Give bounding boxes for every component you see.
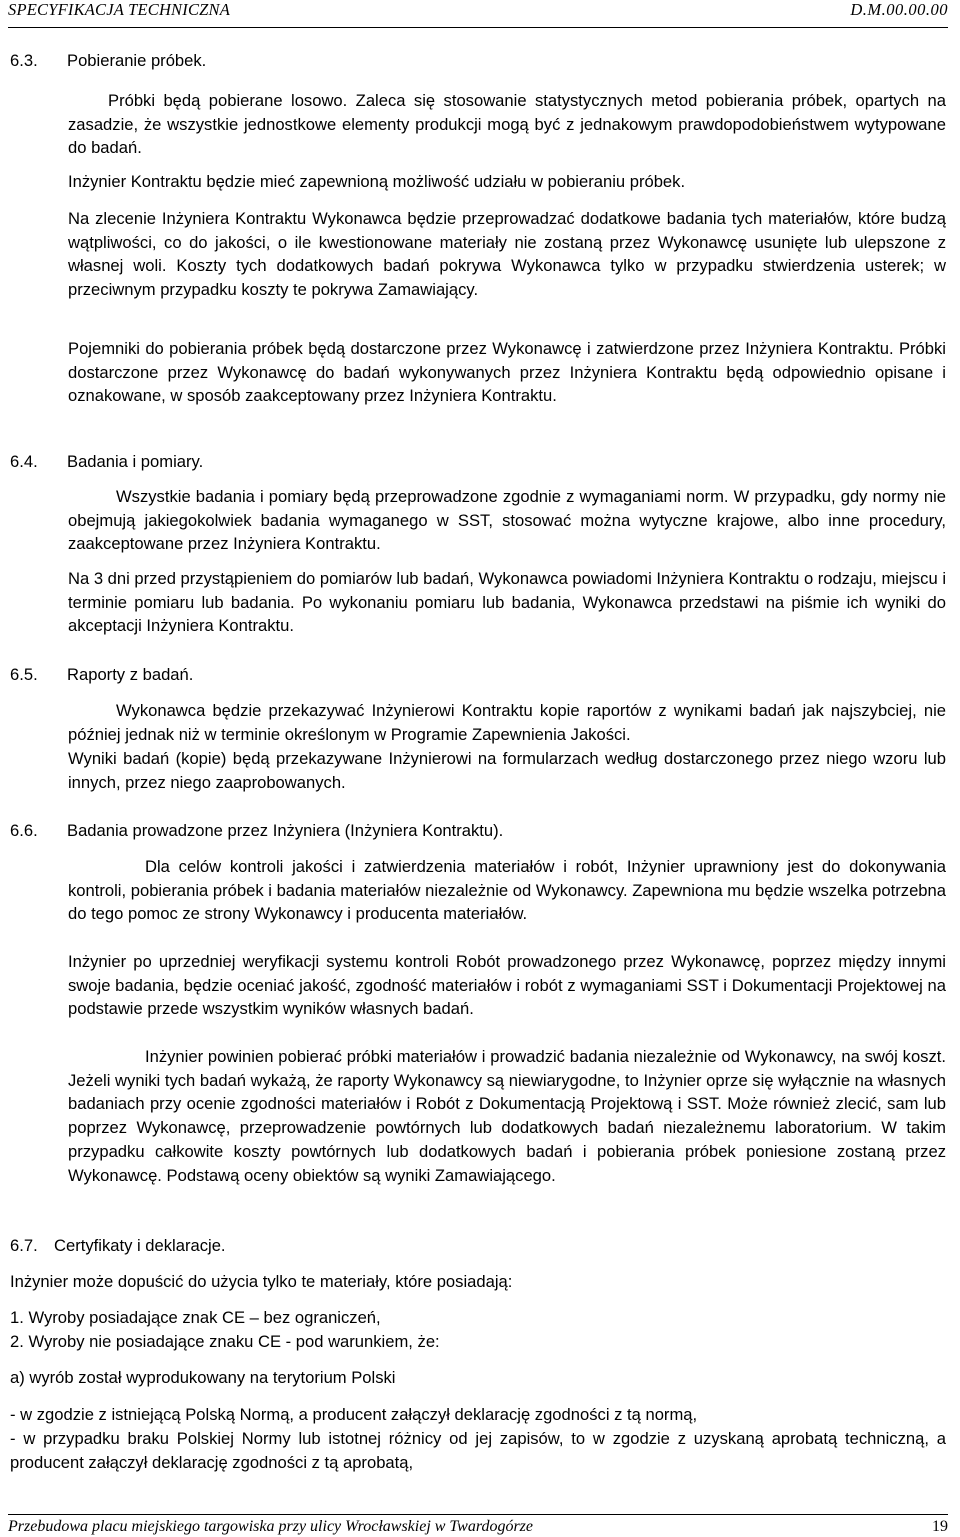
list-item: - w przypadku braku Polskiej Normy lub istotnej różnicy od jej zapisów, to w zgodzie z uzyskaną aprobatą techniczną, a producent załączył deklarację zgodności z tą aprobatą, xyxy=(10,1429,946,1472)
section-heading-6-4 xyxy=(10,450,203,474)
section-number: 6.5. xyxy=(10,665,38,684)
section-number: 6.3. xyxy=(10,51,38,70)
section-number: 6.6. xyxy=(10,821,38,840)
section-title: Pobieranie próbek. xyxy=(67,51,207,70)
section-heading-6-3 xyxy=(10,49,206,73)
section-heading-6-5 xyxy=(10,663,193,687)
page-number: 19 xyxy=(932,1518,948,1535)
footer-title: Przebudowa placu miejskiego targowiska przy ulicy Wrocławskiej w Twardogórze xyxy=(8,1518,533,1535)
header-code: D.M.00.00.00 xyxy=(850,0,948,19)
page-footer xyxy=(8,1514,948,1535)
paragraph: Wyniki badań (kopie) będą przekazywane Inżynierowi na formularzach według dostarczonego przez niego wzoru lub innych, przez niego zaaprobowanych. xyxy=(68,749,946,792)
page-header xyxy=(8,0,948,28)
section-title: Badania prowadzone przez Inżyniera (Inżyniera Kontraktu). xyxy=(67,821,504,840)
section-title: Raporty z badań. xyxy=(67,665,194,684)
section-number: 6.7. xyxy=(10,1236,38,1255)
paragraph: Wszystkie badania i pomiary będą przeprowadzone zgodnie z wymaganiami norm. W przypadku, gdy normy nie obejmują jakiegokolwiek badania wymaganego w SST, stosować można wytyczne krajowe, albo inne procedury, zaakceptowane przez Inżyniera Kontraktu. xyxy=(68,487,946,554)
paragraph: Pojemniki do pobierania próbek będą dostarczone przez Wykonawcę i zatwierdzone przez Inżyniera Kontraktu. Próbki dostarczone przez Wykonawcę do badań wykonywanych przez Inżyniera Kontraktu będą odpowiednio opisane i oznakowane, w sposób zaakceptowany przez Inżyniera Kontraktu. xyxy=(68,339,946,406)
section-title: Certyfikaty i deklaracje. xyxy=(54,1236,226,1255)
section-title: Badania i pomiary. xyxy=(67,452,204,471)
section-number: 6.4. xyxy=(10,452,38,471)
section-heading-6-7 xyxy=(10,1234,226,1258)
list-item: 2. Wyroby nie posiadające znaku CE - pod warunkiem, że: xyxy=(10,1332,440,1351)
list-item: a) wyrób został wyprodukowany na terytorium Polski xyxy=(10,1368,396,1387)
paragraph: Inżynier po uprzedniej weryfikacji systemu kontroli Robót prowadzonego przez Wykonawcę, poprzez między innymi swoje badania, będzie oceniać jakość, zgodność materiałów i robót z wymaganiami SST i Dokumentacji Projektowej na podstawie przede wszystkim wyników własnych badań. xyxy=(68,952,946,1019)
paragraph: Na 3 dni przed przystąpieniem do pomiarów lub badań, Wykonawca powiadomi Inżyniera Kontraktu o rodzaju, miejscu i terminie pomiaru lub badania. Po wykonaniu pomiaru lub badania, Wykonawca przedstawi na piśmie ich wyniki do akceptacji Inżyniera Kontraktu. xyxy=(68,569,946,636)
paragraph: Próbki będą pobierane losowo. Zaleca się stosowanie statystycznych metod pobierania próbek, opartych na zasadzie, że wszystkie jednostkowe elementy produkcji mogą być z jednakowym prawdopodobieństwem wytypowane do badań. xyxy=(68,91,946,158)
paragraph: Inżynier może dopuścić do użycia tylko te materiały, które posiadają: xyxy=(10,1272,513,1291)
section-heading-6-6 xyxy=(10,819,503,843)
header-title: SPECYFIKACJA TECHNICZNA xyxy=(8,0,231,19)
paragraph: Inżynier powinien pobierać próbki materiałów i prowadzić badania niezależnie od Wykonawcy, na swój koszt. Jeżeli wyniki tych badań wykażą, że raporty Wykonawcy są niewiarygodne, to Inżynier oprze się wyłącznie na własnych badaniach przy ocenie zgodności materiałów i Robót z Dokumentacją Projektową i SST. Może również zlecić, sam lub poprzez Wykonawcę, przeprowadzenie powtórnych lub dodatkowych badań niezależnemu laboratorium. W takim przypadku całkowite koszty powtórnych lub dodatkowych badań i pobierania próbek poniesione zostaną przez Wykonawcę. Podstawą oceny obiektów są wyniki Zamawiającego. xyxy=(68,1047,946,1185)
paragraph: Wykonawca będzie przekazywać Inżynierowi Kontraktu kopie raportów z wynikami badań jak najszybciej, nie później jednak niż w terminie określonym w Programie Zapewnienia Jakości. xyxy=(68,701,946,744)
paragraph: Inżynier Kontraktu będzie mieć zapewnioną możliwość udziału w pobieraniu próbek. xyxy=(68,172,686,191)
list-item: 1. Wyroby posiadające znak CE – bez ograniczeń, xyxy=(10,1308,381,1327)
paragraph: Dla celów kontroli jakości i zatwierdzenia materiałów i robót, Inżynier uprawniony jest do dokonywania kontroli, pobierania próbek i badania materiałów niezależnie od Wykonawcy. Zapewniona mu będzie wszelka potrzebna do tego pomoc ze strony Wykonawcy i producenta materiałów. xyxy=(68,857,946,924)
list-item: - w zgodzie z istniejącą Polską Normą, a producent załączył deklarację zgodności z tą normą, xyxy=(10,1405,698,1424)
paragraph: Na zlecenie Inżyniera Kontraktu Wykonawca będzie przeprowadzać dodatkowe badania tych materiałów, które budzą wątpliwości, co do jakości, o ile kwestionowane materiały nie zostaną przez Wykonawcę usunięte lub ulepszone z własnej woli. Koszty tych dodatkowych badań pokrywa Wykonawca tylko w przypadku stwierdzenia usterek; w przeciwnym przypadku koszty te pokrywa Zamawiający. xyxy=(68,209,946,300)
